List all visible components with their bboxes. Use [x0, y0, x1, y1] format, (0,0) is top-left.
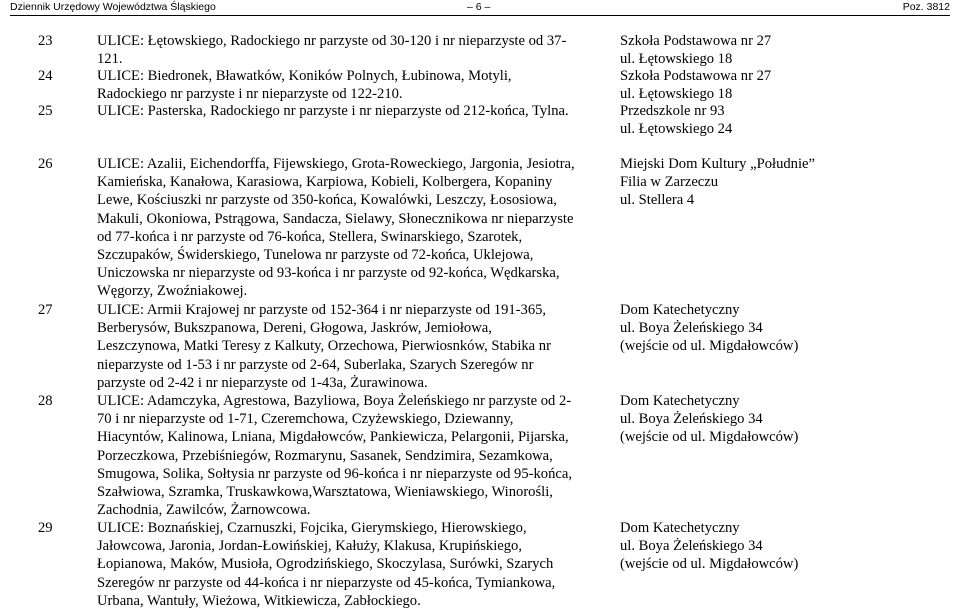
polling-place: [620, 102, 950, 138]
polling-place-line: (wejście od ul. Migdałowców): [620, 556, 799, 573]
entry-number: 27: [38, 302, 53, 318]
street-list-line: Zachodnia, Zawilców, Żarnowcowa.: [97, 502, 311, 519]
polling-place-line: Filia w Zarzeczu: [620, 174, 719, 191]
polling-place-line: ul. Łętowskiego 24: [620, 121, 733, 138]
street-list-line: 121.: [97, 51, 123, 68]
polling-place-line: Szkoła Podstawowa nr 27: [620, 68, 772, 84]
street-list-line: Radockiego nr parzyste i nr nieparzyste od 122-210.: [97, 86, 403, 103]
polling-place: [620, 301, 950, 356]
polling-place-line: ul. Łętowskiego 18: [620, 86, 733, 103]
street-list-line: Leszczynowa, Matki Teresy z Kalkuty, Orzechowa, Pierwiosnków, Stabika nr: [97, 338, 551, 355]
street-list-line: Porzeczkowa, Przebiśniegów, Rozmarynu, Sasanek, Sendzimira, Sezamkowa,: [97, 447, 553, 464]
entry-number: 29: [38, 520, 53, 536]
entry-number: 25: [38, 103, 53, 119]
polling-place-line: (wejście od ul. Migdałowców): [620, 429, 799, 446]
street-list-line: od 77-końca i nr parzyste od 76-końca, Stellera, Swinarskiego, Szarotek,: [97, 228, 523, 245]
polling-place: [620, 67, 950, 103]
street-list-line: Kamieńska, Kanałowa, Karasiowa, Karpiowa, Kobieli, Kolbergera, Kopaniny: [97, 174, 553, 191]
street-list: [97, 32, 607, 68]
polling-place-line: Dom Katechetyczny: [620, 302, 740, 318]
street-list: [97, 102, 607, 120]
street-list: [97, 155, 607, 301]
header-rule: [10, 15, 950, 16]
entry-number: 28: [38, 393, 53, 409]
polling-place-line: Przedszkole nr 93: [620, 103, 725, 119]
street-list-line: ULICE: Adamczyka, Agrestowa, Bazyliowa, Boya Żeleńskiego nr parzyste od 2-: [97, 393, 572, 409]
page-number: – 6 –: [467, 1, 491, 13]
street-list-line: Uniczowska nr nieparzyste od 93-końca i nr parzyste od 92-końca, Wędkarska,: [97, 265, 560, 282]
street-list-line: Szeregów nr parzyste od 44-końca i nr nieparzyste od 45-końca, Tymiankowa,: [97, 574, 556, 591]
polling-place-line: ul. Boya Żeleńskiego 34: [620, 538, 763, 555]
polling-place: [620, 155, 950, 210]
street-list-line: Smugowa, Solika, Sołtysia nr parzyste od 96-końca i nr nieparzyste od 95-końca,: [97, 465, 573, 482]
polling-place-line: ul. Stellera 4: [620, 192, 695, 209]
street-list: [97, 392, 607, 519]
street-list-line: Szczupaków, Świderskiego, Tunelowa nr parzyste od 72-końca, Uklejowa,: [97, 247, 534, 264]
polling-place-line: ul. Boya Żeleńskiego 34: [620, 320, 763, 337]
street-list-line: ULICE: Azalii, Eichendorffa, Fijewskiego, Grota-Roweckiego, Jargonia, Jesiotra,: [97, 156, 575, 172]
street-list: [97, 301, 607, 392]
street-list-line: ULICE: Armii Krajowej nr parzyste od 152-364 i nr nieparzyste od 191-365,: [97, 302, 547, 318]
street-list-line: ULICE: Biedronek, Bławatków, Koników Polnych, Łubinowa, Motyli,: [97, 68, 512, 84]
position-number: Poz. 3812: [902, 1, 950, 13]
street-list-line: Jałowcowa, Jaronia, Jordan-Łowińskiej, Kałuży, Klakusa, Krupińskiego,: [97, 538, 523, 555]
street-list-line: 70 i nr nieparzyste od 1-71, Czeremchowa, Czyżewskiego, Dziewanny,: [97, 411, 514, 428]
street-list-line: nieparzyste od 1-53 i nr parzyste od 2-64, Suberlaka, Szarych Szeregów nr: [97, 356, 534, 373]
street-list-line: Łopianowa, Maków, Musioła, Ogrodzińskiego, Skoczylasa, Surówki, Szarych: [97, 556, 554, 573]
entry-number: 24: [38, 68, 53, 84]
street-list-line: parzyste od 2-42 i nr nieparzyste od 1-43a, Żurawinowa.: [97, 374, 428, 391]
street-list-line: Węgorzy, Zwoźniakowej.: [97, 283, 248, 300]
polling-place-line: Szkoła Podstawowa nr 27: [620, 33, 772, 49]
polling-place: [620, 519, 950, 574]
polling-place: [620, 392, 950, 447]
polling-place-line: (wejście od ul. Migdałowców): [620, 338, 799, 355]
entry-number: 23: [38, 33, 53, 49]
entry-number: 26: [38, 156, 53, 172]
street-list-line: Hiacyntów, Kalinowa, Lniana, Migdałowców, Pankiewicza, Pelargonii, Pijarska,: [97, 429, 569, 446]
polling-place-line: Miejski Dom Kultury „Południe”: [620, 156, 815, 172]
street-list: [97, 519, 607, 610]
polling-place: [620, 32, 950, 68]
polling-place-line: Dom Katechetyczny: [620, 520, 740, 536]
street-list: [97, 67, 607, 103]
street-list-line: Urbana, Wantuły, Wieżowa, Witkiewicza, Zabłockiego.: [97, 592, 421, 609]
street-list-line: Szałwiowa, Szramka, Truskawkowa,Warsztatowa, Wieniawskiego, Winorośli,: [97, 484, 553, 501]
street-list-line: ULICE: Pasterska, Radockiego nr parzyste i nr nieparzyste od 212-końca, Tylna.: [97, 103, 569, 119]
street-list-line: Makuli, Okoniowa, Pstrągowa, Sandacza, Sielawy, Słonecznikowa nr nieparzyste: [97, 210, 574, 227]
street-list-line: Lewe, Kościuszki nr parzyste od 350-końca, Kowalówki, Leszczy, Łososiowa,: [97, 192, 557, 209]
journal-title: Dziennik Urzędowy Województwa Śląskiego: [10, 1, 216, 13]
street-list-line: Berberysów, Bukszpanowa, Dereni, Głogowa, Jaskrów, Jemiołowa,: [97, 320, 492, 337]
polling-place-line: ul. Łętowskiego 18: [620, 51, 733, 68]
page-header: [0, 0, 959, 14]
street-list-line: ULICE: Boznańskiej, Czarnuszki, Fojcika, Gierymskiego, Hierowskiego,: [97, 520, 527, 536]
polling-place-line: Dom Katechetyczny: [620, 393, 740, 409]
street-list-line: ULICE: Łętowskiego, Radockiego nr parzyste od 30-120 i nr nieparzyste od 37-: [97, 33, 567, 49]
polling-place-line: ul. Boya Żeleńskiego 34: [620, 411, 763, 428]
